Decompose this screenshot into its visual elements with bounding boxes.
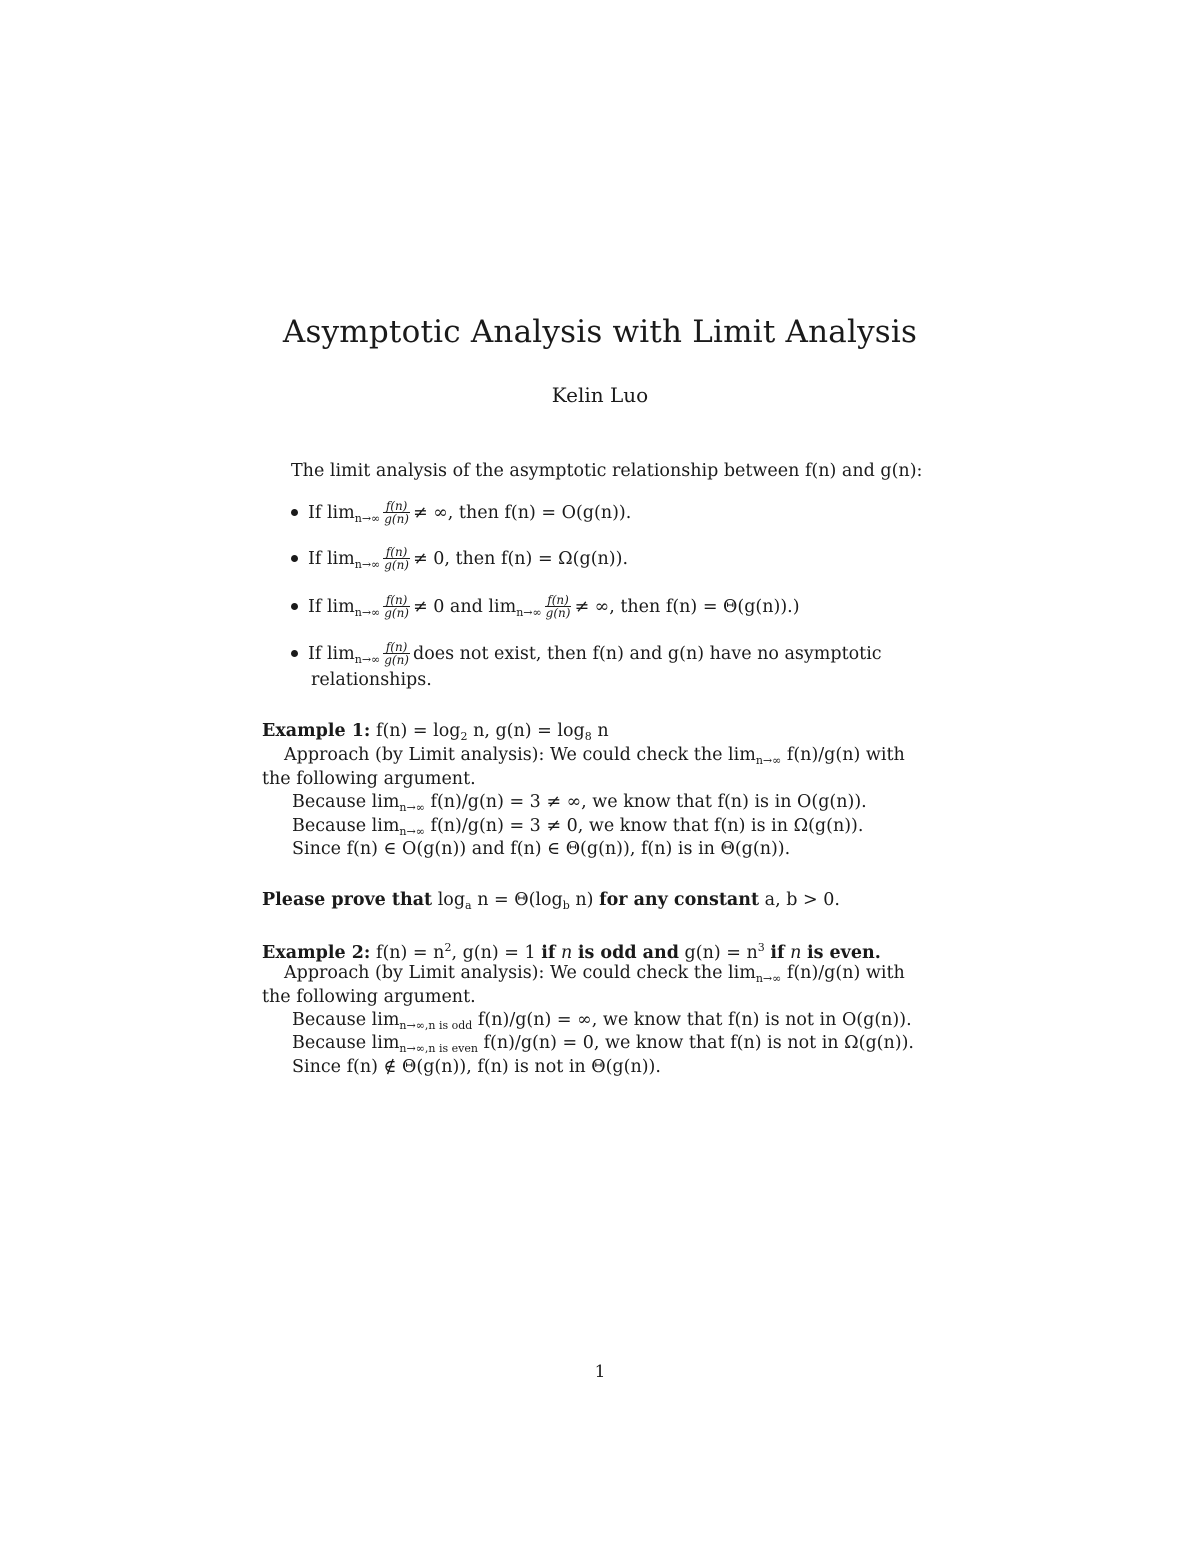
- bullet-icon: [291, 650, 298, 657]
- fraction: $\frac{f(n)}{g(n)}$: [384, 593, 409, 620]
- example-1-approach-cont: the following argument.: [262, 769, 476, 789]
- fraction: $\frac{f(n)}{g(n)}$: [384, 545, 409, 572]
- example-2-since: Since f(n) ∉ Θ(g(n)), f(n) is not in Θ(g(n)).: [292, 1057, 661, 1077]
- bullet-icon: [291, 603, 298, 610]
- bullet-icon: [291, 509, 298, 516]
- bullet-item-1: If $\lim_{n\to\infty}$ $\frac{f(n)}{g(n)}$ ≠ ∞, then f(n) = O(g(n)).: [291, 501, 631, 531]
- example-2-approach: Approach (by Limit analysis): We could check the $\lim_{n\to\infty} f(n)/g(n)$ with: [284, 963, 905, 985]
- bullet-item-3: If $\lim_{n\to\infty}$ $\frac{f(n)}{g(n)}$ ≠ 0 and $\lim_{n\to\infty}$ $\frac{f(n)}{g(n)}$ ≠ ∞, then f(n) = Θ(g(n)).): [291, 595, 800, 625]
- example-2-heading: Example 2: $f(n) = n^2$, g(n) = 1 if n is odd and $g(n) = n^3$ if n is even.: [262, 941, 881, 963]
- document-title: Asymptotic Analysis with Limit Analysis: [282, 314, 918, 350]
- prove-statement: Please prove that $\log_a n = \Theta(\log_b$ n) for any constant a, b > 0.: [262, 890, 840, 912]
- bullet-item-4-continuation: relationships.: [311, 670, 432, 690]
- fraction: $\frac{f(n)}{g(n)}$: [384, 499, 409, 526]
- author-name: Kelin Luo: [551, 383, 649, 407]
- example-1-approach: Approach (by Limit analysis): We could check the $\lim_{n\to\infty} f(n)/g(n)$ with: [284, 745, 905, 767]
- example-1-because-2: Because $\lim_{n\to\infty} f(n)/g(n) = 3 \ne 0$, we know that f(n) is in Ω(g(n)).: [292, 816, 864, 838]
- fraction: $\frac{f(n)}{g(n)}$: [545, 593, 571, 620]
- example-1-heading: Example 1: $f(n) = \log_2 n$, $g(n) = \log_8 n$: [262, 721, 609, 743]
- example-1-since: Since f(n) ∈ O(g(n)) and f(n) ∈ Θ(g(n)), f(n) is in Θ(g(n)).: [292, 839, 791, 859]
- bullet-item-2: If $\lim_{n\to\infty}$ $\frac{f(n)}{g(n)}$ ≠ 0, then f(n) = Ω(g(n)).: [291, 547, 628, 577]
- intro-text: The limit analysis of the asymptotic relationship between f(n) and g(n):: [291, 461, 923, 481]
- example-2-because-2: Because $\lim_{n\to\infty,n is even} f(n)/g(n) = 0$, we know that f(n) is not in Ω(g(n)).: [292, 1033, 914, 1055]
- bullet-item-4: If $\lim_{n\to\infty}$ $\frac{f(n)}{g(n)}$ does not exist, then f(n) and g(n) have no asymptotic: [291, 642, 882, 672]
- page-number: 1: [594, 1362, 606, 1382]
- example-2-because-1: Because $\lim_{n\to\infty,n is odd} f(n)/g(n)$ = ∞, we know that f(n) is not in O(g(n)).: [292, 1010, 912, 1032]
- fraction: $\frac{f(n)}{g(n)}$: [384, 640, 409, 667]
- example-2-approach-cont: the following argument.: [262, 987, 476, 1007]
- bullet-icon: [291, 555, 298, 562]
- example-1-because-1: Because $\lim_{n\to\infty} f(n)/g(n) = 3$ ≠ ∞, we know that f(n) is in O(g(n)).: [292, 792, 867, 814]
